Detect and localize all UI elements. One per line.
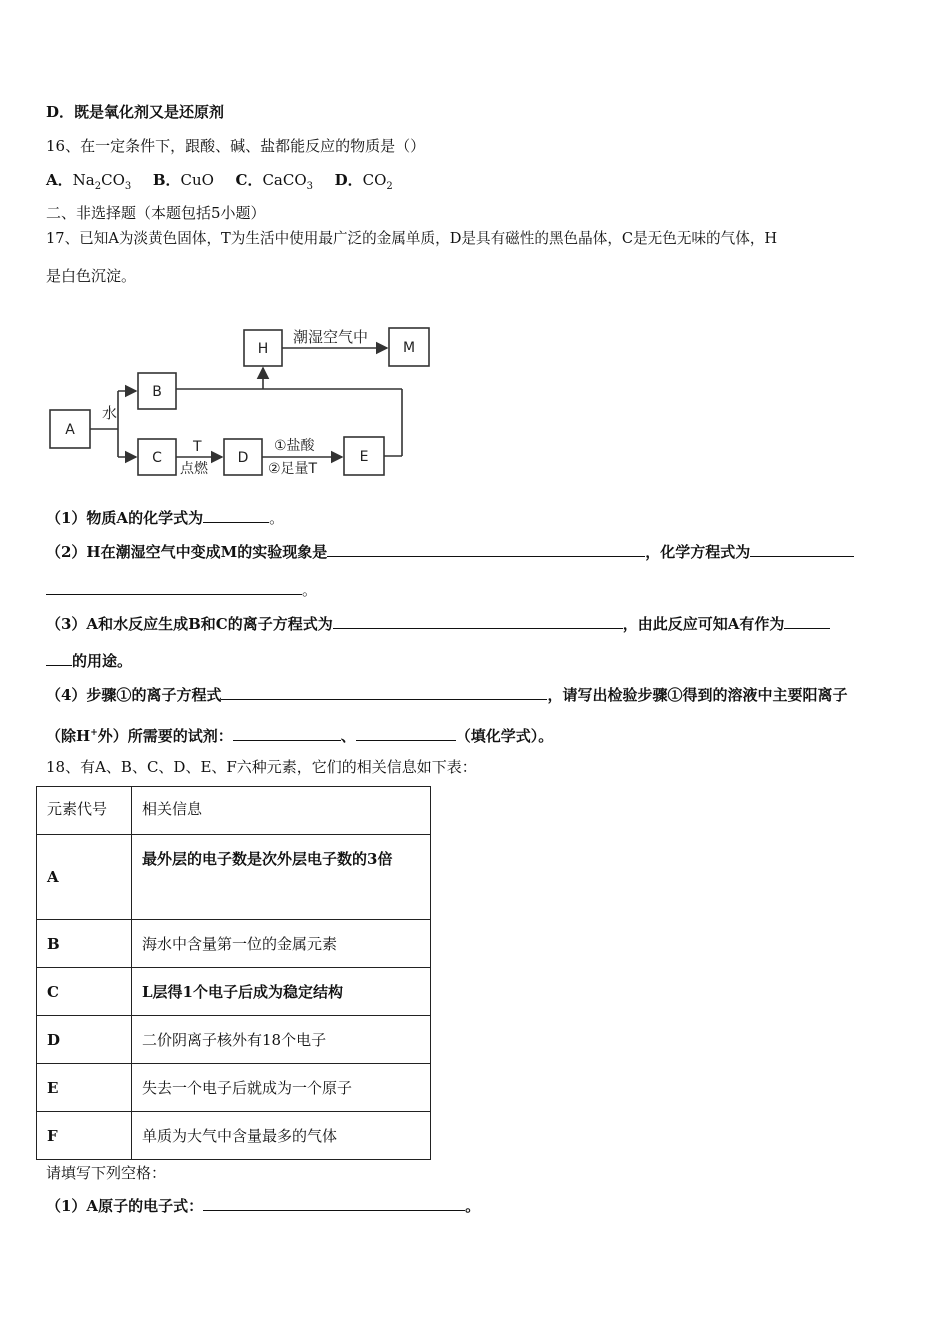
label-step1: ①盐酸 bbox=[274, 438, 315, 454]
answer-blank[interactable] bbox=[333, 614, 623, 629]
table-row bbox=[37, 1064, 431, 1112]
element-code: E bbox=[37, 1064, 132, 1112]
label-t: T bbox=[193, 439, 202, 455]
q16-option-d-label: D． bbox=[334, 171, 363, 189]
table-header-info: 相关信息 bbox=[132, 787, 431, 835]
element-info: 二价阴离子核外有18个电子 bbox=[132, 1016, 431, 1064]
q17-sub2-line2: 。 bbox=[46, 580, 317, 600]
q17-sub2-line1: （2）H在潮湿空气中变成M的实验现象是 ，化学方程式为 bbox=[46, 542, 854, 562]
q17-sub3-line1: （3）A和水反应生成B和C的离子方程式为 ，由此反应可知A有作为 bbox=[46, 614, 830, 634]
label-a: A bbox=[65, 422, 75, 438]
q16-stem: 16、在一定条件下，跟酸、碱、盐都能反应的物质是（） bbox=[46, 137, 426, 155]
element-info: 海水中含量第一位的金属元素 bbox=[132, 920, 431, 968]
label-d: D bbox=[237, 450, 249, 466]
label-e: E bbox=[359, 449, 369, 465]
label-c: C bbox=[152, 450, 162, 466]
element-info: 失去一个电子后就成为一个原子 bbox=[132, 1064, 431, 1112]
label-b: B bbox=[152, 384, 162, 400]
q18-stem: 18、有A、B、C、D、E、F六种元素，它们的相关信息如下表： bbox=[46, 758, 477, 776]
q16-option-b-formula: CuO bbox=[180, 171, 214, 189]
answer-blank[interactable] bbox=[46, 651, 72, 666]
element-info: L层得1个电子后成为稳定结构 bbox=[132, 968, 431, 1016]
element-code: D bbox=[37, 1016, 132, 1064]
element-info-table bbox=[36, 786, 431, 1160]
element-info: 单质为大气中含量最多的气体 bbox=[132, 1112, 431, 1160]
q17-sub3-line2: 的用途。 bbox=[46, 651, 132, 671]
q16-option-c-label: C． bbox=[235, 171, 263, 189]
answer-blank[interactable] bbox=[356, 726, 456, 741]
q15-option-d: D．既是氧化剂又是还原剂 bbox=[46, 103, 225, 121]
table-row bbox=[37, 968, 431, 1016]
table-row bbox=[37, 835, 431, 920]
table-row bbox=[37, 920, 431, 968]
q17-sub4-line2: （除H+外）所需要的试剂： 、 （填化学式）。 bbox=[46, 727, 554, 745]
answer-blank[interactable] bbox=[327, 542, 645, 557]
element-code: A bbox=[37, 835, 132, 920]
table-header-code: 元素代号 bbox=[37, 787, 132, 835]
q17-stem-line1: 17、已知A为淡黄色固体，T为生活中使用最广泛的金属单质，D是具有磁性的黑色晶体，C是无色无味的气体，H bbox=[46, 230, 778, 247]
answer-blank[interactable] bbox=[46, 580, 302, 595]
q16-option-d-formula: $CO_2$ bbox=[362, 171, 393, 192]
label-h: H bbox=[257, 341, 269, 357]
section-heading: 二、非选择题（本题包括5小题） bbox=[46, 204, 266, 222]
q17-stem-line2: 是白色沉淀。 bbox=[46, 267, 137, 285]
element-info: 最外层的电子数是次外层电子数的3倍 bbox=[132, 835, 431, 920]
answer-blank[interactable] bbox=[233, 726, 341, 741]
label-water: 水 bbox=[102, 404, 118, 422]
q17-sub1: （1）物质A的化学式为 。 bbox=[46, 509, 285, 527]
answer-blank[interactable] bbox=[750, 542, 854, 557]
q16-option-a-label: A． bbox=[46, 171, 73, 189]
element-code: B bbox=[37, 920, 132, 968]
label-m: M bbox=[402, 340, 416, 356]
q16-options bbox=[46, 170, 393, 197]
q18-fill-prompt: 请填写下列空格： bbox=[46, 1164, 167, 1182]
label-step2: ②足量T bbox=[268, 461, 318, 477]
answer-blank[interactable] bbox=[784, 614, 830, 629]
element-code: F bbox=[37, 1112, 132, 1160]
element-code: C bbox=[37, 968, 132, 1016]
q16-option-a-formula: $Na_2CO_3$ bbox=[72, 171, 132, 192]
q18-sub1: （1）A原子的电子式： 。 bbox=[46, 1197, 481, 1215]
table-row bbox=[37, 1112, 431, 1160]
answer-blank[interactable] bbox=[221, 685, 547, 700]
label-humid-air: 潮湿空气中 bbox=[293, 328, 369, 346]
answer-blank[interactable] bbox=[203, 1196, 465, 1211]
q17-sub4-line1: （4）步骤①的离子方程式 ，请写出检验步骤①得到的溶液中主要阳离子 bbox=[46, 686, 848, 704]
answer-blank[interactable] bbox=[203, 508, 269, 523]
table-row bbox=[37, 1016, 431, 1064]
reaction-flow-diagram bbox=[46, 318, 446, 488]
label-ignite: 点燃 bbox=[180, 461, 208, 477]
q16-option-c-formula: CaCO$_3$ bbox=[262, 171, 314, 192]
q16-option-b-label: B． bbox=[152, 171, 181, 189]
